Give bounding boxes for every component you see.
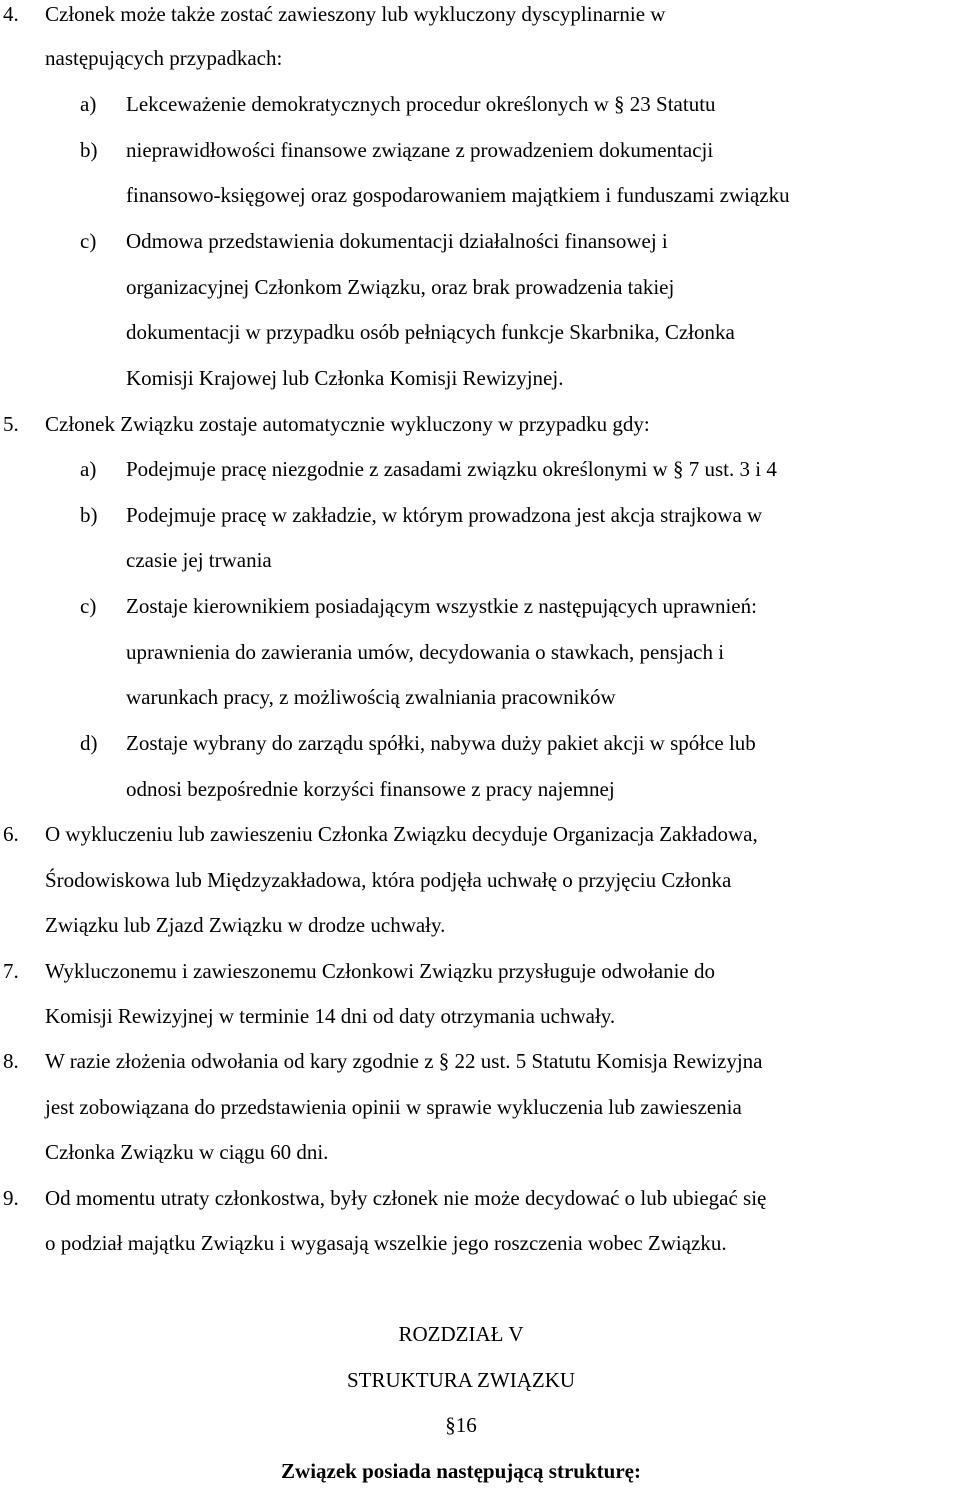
subitem-text: dokumentacji w przypadku osób pełniących funkcje Skarbnika, Członka [126,320,735,344]
item-text: Członek Związku zostaje automatycznie wykluczony w przypadku gdy: [45,412,650,436]
subitem-text: odnosi bezpośrednie korzyści finansowe z pracy najemnej [126,777,615,801]
item-text: Od momentu utraty członkostwa, były członek nie może decydować o lub ubiegać się [45,1186,767,1210]
item-number: 8. [3,1049,19,1073]
subitem-text: Zostaje wybrany do zarządu spółki, nabywa duży pakiet akcji w spółce lub [126,731,756,755]
section-heading: Związek posiada następującą strukturę: [281,1459,641,1483]
subitem-text: uprawnienia do zawierania umów, decydowania o stawkach, pensjach i [126,640,725,664]
item-text: Wykluczonemu i zawieszonemu Członkowi Związku przysługuje odwołanie do [45,959,715,983]
subitem-text: Podejmuje pracę niezgodnie z zasadami związku określonymi w § 7 ust. 3 i 4 [126,457,777,481]
item-text: Członka Związku w ciągu 60 dni. [45,1140,329,1164]
item-number: 6. [3,822,19,846]
subitem-text: warunkach pracy, z możliwością zwalniania pracowników [126,685,616,709]
subitem-label: a) [80,92,97,116]
subitem-text: finansowo-księgowej oraz gospodarowaniem majątkiem i funduszami związku [126,183,790,207]
item-number: 5. [3,412,19,436]
subitem-label: d) [80,731,98,755]
subitem-text: Komisji Krajowej lub Członka Komisji Rewizyjnej. [126,366,564,390]
item-text: jest zobowiązana do przedstawienia opinii w sprawie wykluczenia lub zawieszenia [45,1095,742,1119]
subitem-text: organizacyjnej Członkom Związku, oraz brak prowadzenia takiej [126,275,675,299]
item-text: O wykluczeniu lub zawieszeniu Członka Związku decyduje Organizacja Zakładowa, [45,822,758,846]
subitem-label: a) [80,457,97,481]
subitem-text: Zostaje kierownikiem posiadającym wszystkie z następujących uprawnień: [126,594,757,618]
paragraph-number: §16 [445,1413,477,1437]
subitem-label: c) [80,229,97,253]
subitem-label: b) [80,138,98,162]
item-text: Związku lub Zjazd Związku w drodze uchwały. [45,913,446,937]
subitem-text: Lekceważenie demokratycznych procedur określonych w § 23 Statutu [126,92,716,116]
subitem-label: c) [80,594,97,618]
item-number: 9. [3,1186,19,1210]
item-text: o podział majątku Związku i wygasają wszelkie jego roszczenia wobec Związku. [45,1231,727,1255]
chapter-title: STRUKTURA ZWIĄZKU [346,1368,576,1392]
item-text: Członek może także zostać zawieszony lub wykluczony dyscyplinarnie w [45,2,666,26]
item-number: 7. [3,959,19,983]
item-text: Środowiskowa lub Międzyzakładowa, która podjęła uchwałę o przyjęciu Członka [45,868,732,892]
subitem-text: Odmowa przedstawienia dokumentacji działalności finansowej i [126,229,668,253]
subitem-text: czasie jej trwania [126,548,272,572]
chapter-heading: ROZDZIAŁ V [398,1322,524,1346]
item-text: Komisji Rewizyjnej w terminie 14 dni od daty otrzymania uchwały. [45,1004,616,1028]
subitem-label: b) [80,503,98,527]
subitem-text: Podejmuje pracę w zakładzie, w którym prowadzona jest akcja strajkowa w [126,503,763,527]
item-text: następujących przypadkach: [45,46,283,70]
item-text: W razie złożenia odwołania od kary zgodnie z § 22 ust. 5 Statutu Komisja Rewizyjna [45,1049,763,1073]
subitem-text: nieprawidłowości finansowe związane z prowadzeniem dokumentacji [126,138,714,162]
item-number: 4. [3,2,19,26]
